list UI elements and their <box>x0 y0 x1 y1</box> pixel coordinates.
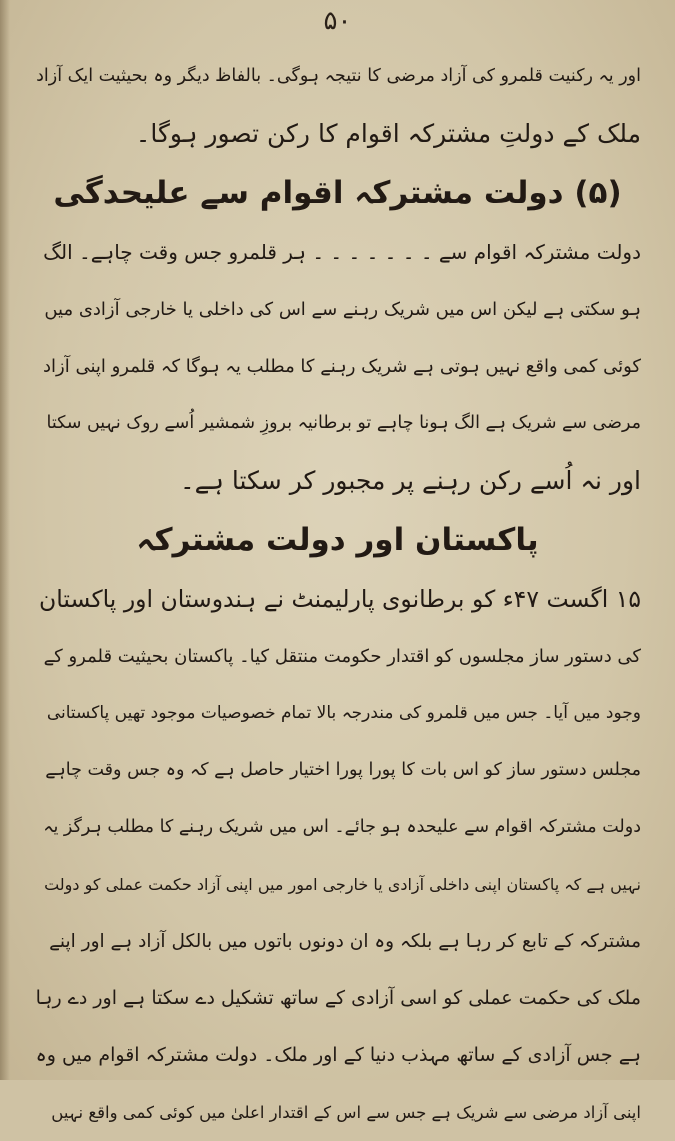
text-line: دولت مشترکہ اقوام سے علیحدہ ہو جائے۔ اس میں شریک رہنے کا مطلب ہرگز یہ <box>43 817 641 837</box>
text-line: ۱۵ اگست ۴۷ء کو برطانوی پارلیمنٹ نے ہندوستان اور پاکستان <box>38 585 641 613</box>
text-line: مرضی سے شریک ہے الگ ہونا چاہے تو برطانیہ بروزِ شمشیر اُسے روک نہیں سکتا <box>46 413 641 433</box>
text-line: ہے جس آزادی کے ساتھ مہذب دنیا کے اور ملک۔ دولت مشترکہ اقوام میں وہ <box>35 1044 641 1066</box>
section-heading: (۵) دولت مشترکہ اقوام سے علیحدگی <box>53 175 622 211</box>
text-line: ہو سکتی ہے لیکن اس میں شریک رہنے سے اس کی داخلی یا خارجی آزادی میں <box>44 299 641 320</box>
page-text <box>34 48 641 1141</box>
section-heading: پاکستان اور دولت مشترکہ <box>136 522 539 558</box>
page-number: ۵۰ <box>323 6 352 36</box>
text-line: دولت مشترکہ اقوام سے ۔ ۔ ۔ ۔ ۔ ۔ ۔ ہر قلمرو جس وقت چاہے۔ الگ <box>43 240 641 264</box>
text-line: کی دستور ساز مجلسوں کو اقتدار حکومت منتقل کیا۔ پاکستان بحیثیت قلمرو کے <box>43 646 641 667</box>
text-line: مجلس دستور ساز کو اس بات کا پورا پورا اختیار حاصل ہے کہ وہ جس وقت چاہے <box>45 760 641 780</box>
text-line: مشترکہ کے تابع کر رہا ہے بلکہ وہ ان دونوں باتوں میں بالکل آزاد ہے اور اپنے <box>49 931 641 952</box>
text-line: ملک کے دولتِ مشترکہ اقوام کا رکن تصور ہوگا۔ <box>135 119 641 148</box>
text-line: اور نہ اُسے رکن رہنے پر مجبور کر سکتا ہے۔ <box>179 466 641 495</box>
text-line: وجود میں آیا۔ جس میں قلمرو کی مندرجہ بالا تمام خصوصیات موجود تھیں پاکستانی <box>46 703 641 723</box>
page-edge-shadow <box>0 0 10 1080</box>
text-line: ملک کی حکمت عملی کو اسی آزادی کے ساتھ تشکیل دے سکتا ہے اور دے رہا <box>35 987 641 1009</box>
text-line: نہیں ہے کہ پاکستان اپنی داخلی آزادی یا خارجی امور میں اپنی آزاد حکمت عملی کو دولت <box>44 875 641 894</box>
text-line: اور یہ رکنیت قلمرو کی آزاد مرضی کا نتیجہ ہوگی۔ بالفاظ دیگر وہ بحیثیت ایک آزاد <box>36 66 641 86</box>
text-line: کوئی کمی واقع نہیں ہوتی ہے شریک رہنے کا مطلب یہ ہوگا کہ قلمرو اپنی آزاد <box>43 356 641 377</box>
text-line: اپنی آزاد مرضی سے شریک ہے جس سے اس کے اقتدار اعلیٰ میں کوئی کمی واقع نہیں <box>51 1103 641 1122</box>
